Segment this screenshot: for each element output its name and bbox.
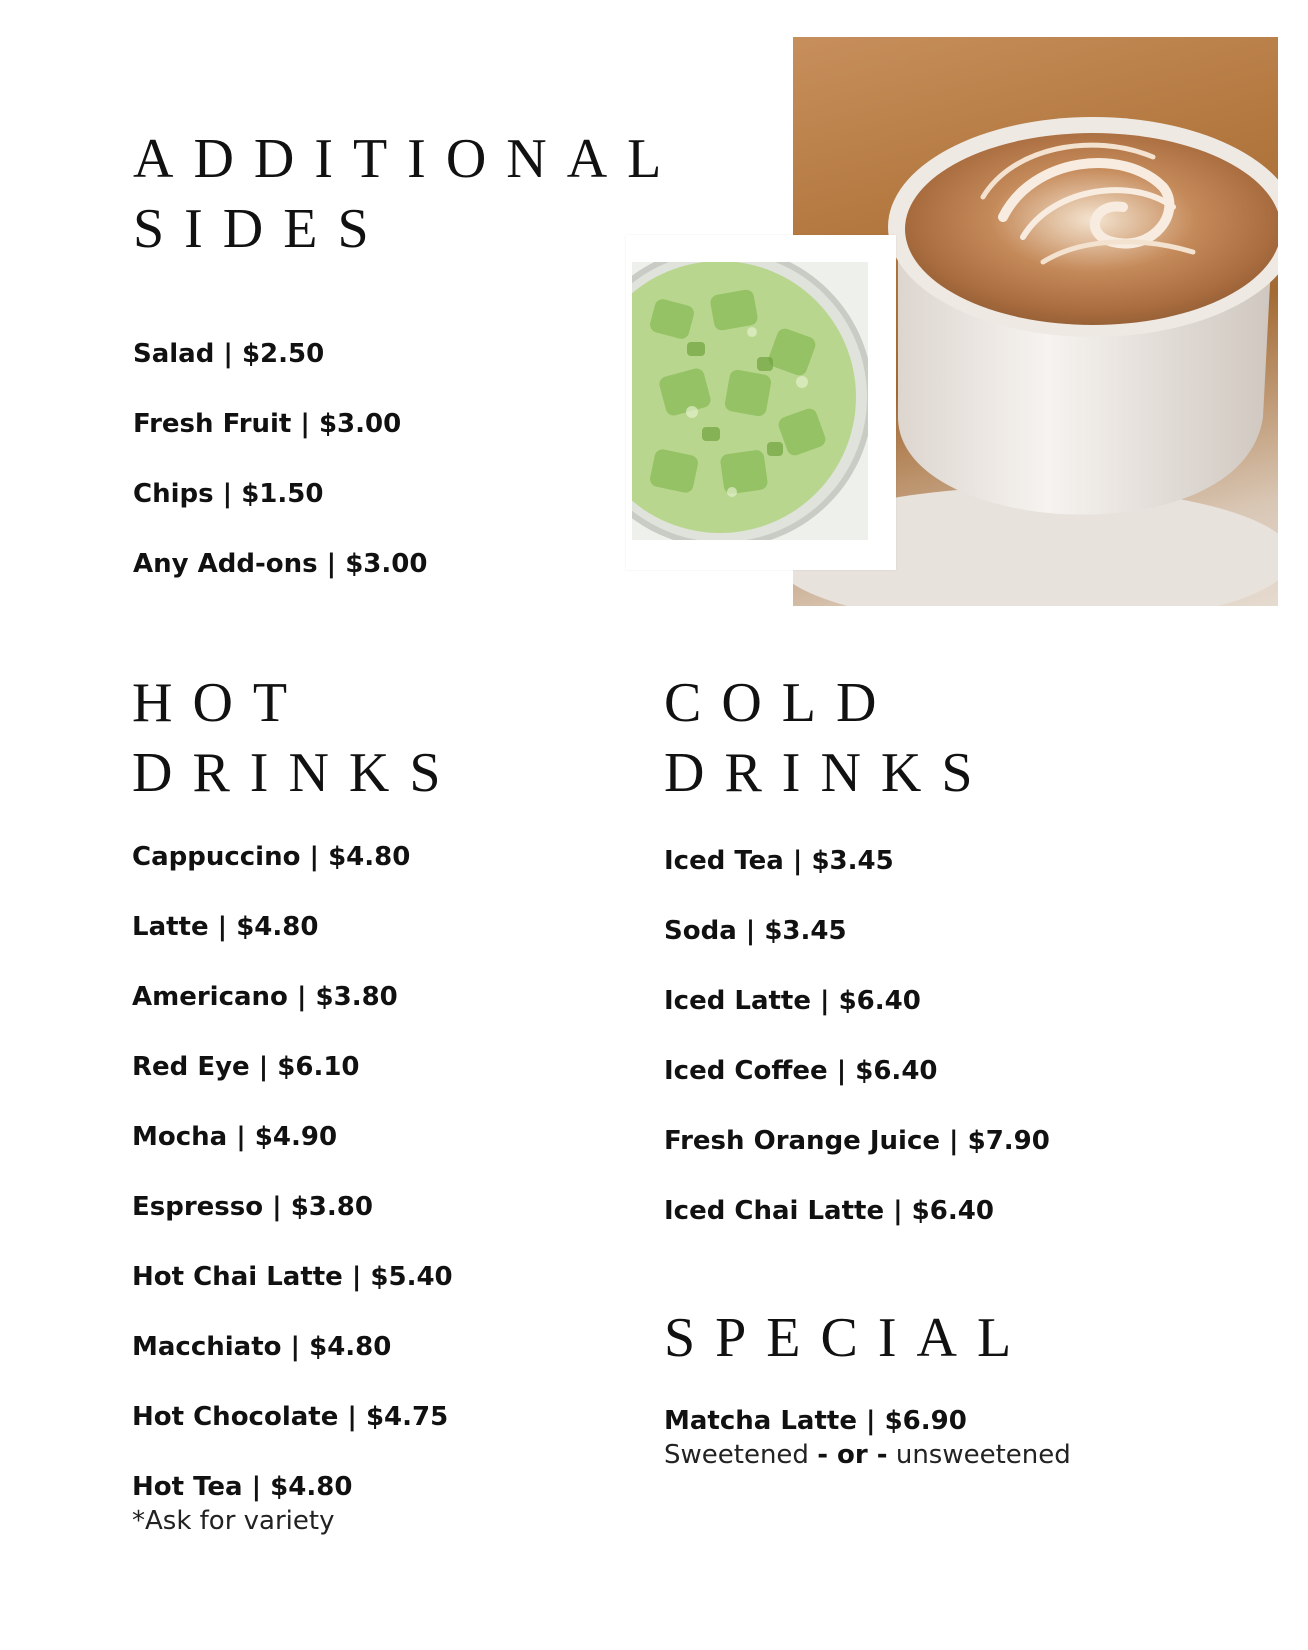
cold-item-iced-coffee: Iced Coffee | $6.40	[664, 1056, 938, 1086]
sides-heading: ADDITIONAL SIDES	[133, 128, 682, 260]
hot-item-red-eye: Red Eye | $6.10	[132, 1052, 360, 1082]
cold-item-fresh-orange-juice: Fresh Orange Juice | $7.90	[664, 1126, 1050, 1156]
sides-item-fresh-fruit: Fresh Fruit | $3.00	[133, 409, 402, 439]
cold-item-iced-latte: Iced Latte | $6.40	[664, 986, 921, 1016]
hot-tea-note: *Ask for variety	[132, 1506, 335, 1536]
hot-item-hot-tea: Hot Tea | $4.80	[132, 1472, 353, 1502]
hot-item-macchiato: Macchiato | $4.80	[132, 1332, 392, 1362]
hot-item-mocha: Mocha | $4.90	[132, 1122, 338, 1152]
special-note-unsweetened: unsweetened	[895, 1440, 1071, 1470]
iced-matcha-photo	[632, 262, 868, 540]
sides-item-salad: Salad | $2.50	[133, 339, 325, 369]
sides-item-add-ons: Any Add-ons | $3.00	[133, 549, 428, 579]
hot-item-americano: Americano | $3.80	[132, 982, 398, 1012]
cold-drinks-heading: COLD DRINKS	[664, 672, 993, 804]
special-note-or: - or -	[817, 1440, 888, 1470]
cold-item-iced-chai-latte: Iced Chai Latte | $6.40	[664, 1196, 994, 1226]
hot-item-espresso: Espresso | $3.80	[132, 1192, 373, 1222]
cold-item-iced-tea: Iced Tea | $3.45	[664, 846, 894, 876]
cold-item-soda: Soda | $3.45	[664, 916, 847, 946]
hot-item-latte: Latte | $4.80	[132, 912, 319, 942]
hot-item-hot-chai-latte: Hot Chai Latte | $5.40	[132, 1262, 453, 1292]
hot-item-hot-chocolate: Hot Chocolate | $4.75	[132, 1402, 449, 1432]
hot-drinks-heading: HOT DRINKS	[132, 672, 461, 804]
special-note	[664, 1439, 1071, 1471]
special-item-matcha-latte: Matcha Latte | $6.90	[664, 1406, 967, 1436]
sides-item-chips: Chips | $1.50	[133, 479, 324, 509]
special-heading: SPECIAL	[664, 1307, 1032, 1369]
hot-item-cappuccino: Cappuccino | $4.80	[132, 842, 411, 872]
special-note-sweetened: Sweetened	[664, 1440, 809, 1470]
